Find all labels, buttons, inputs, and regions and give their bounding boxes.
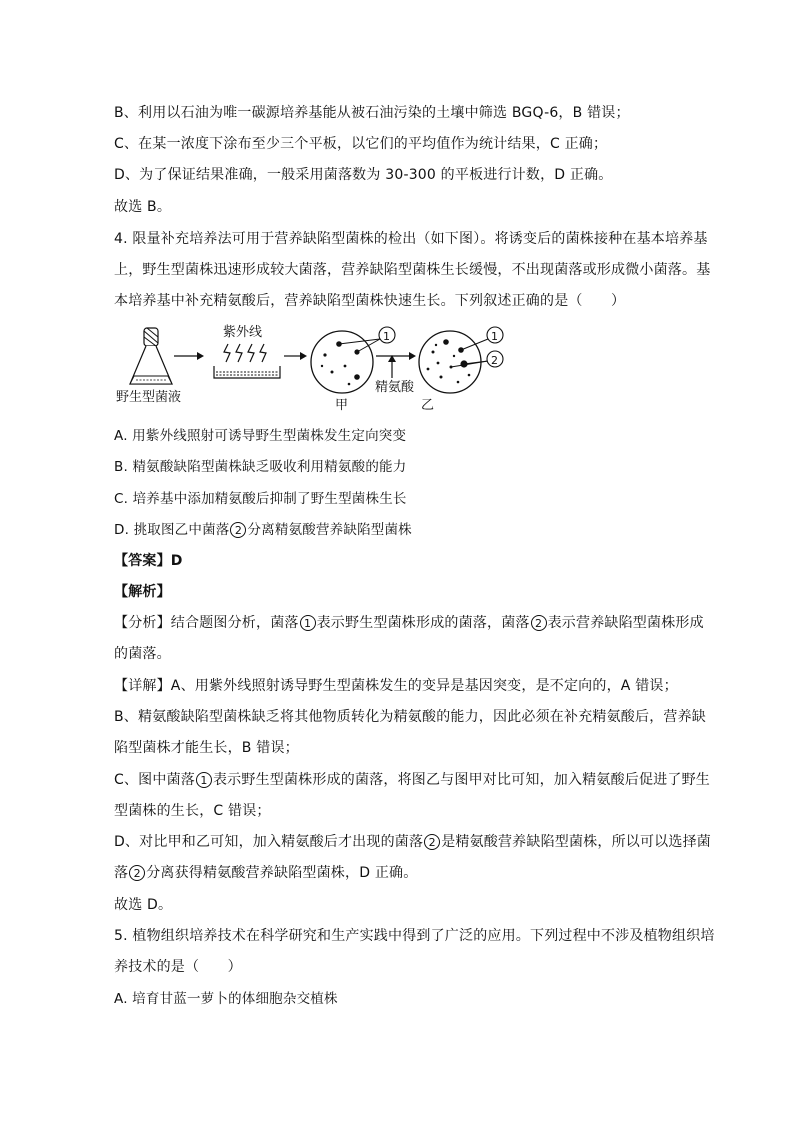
option-a: A. 用紫外线照射可诱导野生型菌株发生定向突变 xyxy=(114,428,407,444)
option-d-text-b: 分离精氨酸营养缺陷型菌株 xyxy=(247,522,412,538)
analysis-text-b: 表示野生型菌株形成的菌落，菌落 xyxy=(316,615,530,631)
option-b-explanation: B、利用以石油为唯一碳源培养基能从被石油污染的土壤中筛选 BGQ-6，B 错误； xyxy=(114,105,630,121)
flask xyxy=(130,328,172,384)
question-5-stem-line1: 5. 植物组织培养技术在科学研究和生产实践中得到了广泛的应用。下列过程中不涉及植物组织培 xyxy=(114,928,715,944)
analysis-text-a: 【分析】结合题图分析，菌落 xyxy=(114,615,299,631)
arrow-3 xyxy=(376,352,416,378)
dish-yi xyxy=(419,327,503,393)
detail-text-d: 是精氨酸营养缺陷型菌株，所以可以选择菌 xyxy=(441,834,711,850)
answer: 【答案】D xyxy=(114,553,183,569)
detail-line3: 陷型菌株才能生长，B 错误； xyxy=(114,740,299,756)
dish-yi-label: 乙 xyxy=(421,398,435,413)
detail-text-f: 分离获得精氨酸营养缺陷型菌株，D 正确。 xyxy=(146,865,418,881)
detail-line5: 型菌株的生长，C 错误； xyxy=(114,803,271,819)
detail-conclusion: 故选 D。 xyxy=(114,897,173,913)
question-5-option-a: A. 培育甘蓝一萝卜的体细胞杂交植株 xyxy=(114,991,338,1007)
mark-1-yi: 1 xyxy=(491,330,498,343)
dish-jia-label: 甲 xyxy=(335,398,349,413)
question-5-stem-line2: 养技术的是（ ） xyxy=(114,959,242,975)
colony-2-marker: 2 xyxy=(230,522,246,538)
arrow-2 xyxy=(284,352,307,360)
uv-label: 紫外线 xyxy=(223,325,263,340)
option-d-text-a: D. 挑取图乙中菌落 xyxy=(114,522,230,538)
detail-text-e: 落 xyxy=(114,865,129,881)
arginine-label: 精氨酸 xyxy=(375,380,415,395)
experiment-diagram xyxy=(110,322,530,412)
detail-line2: B、精氨酸缺陷型菌株缺乏将其他物质转化为精氨酸的能力，因此必须在补充精氨酸后，营养缺 xyxy=(114,709,707,725)
analysis-line1 xyxy=(114,614,704,632)
option-d xyxy=(114,521,412,539)
question-4-stem-line1: 4. 限量补充培养法可用于营养缺陷型菌株的检出（如下图）。将诱变后的菌株接种在基本培养基 xyxy=(114,231,708,247)
detail-text-c: D、对比甲和乙可知，加入精氨酸后才出现的菌落 xyxy=(114,834,424,850)
option-b: B. 精氨酸缺陷型菌株缺乏吸收利用精氨酸的能力 xyxy=(114,459,407,475)
detail-line6 xyxy=(114,833,711,851)
colony-2-marker: 2 xyxy=(424,834,440,850)
colony-1-marker: 1 xyxy=(196,772,212,788)
question-4-stem-line2: 上，野生型菌株迅速形成较大菌落，营养缺陷型菌株生长缓慢，不出现菌落或形成微小菌落。基 xyxy=(114,262,711,278)
culture-plate xyxy=(214,366,280,378)
experiment-figure xyxy=(110,322,530,412)
colony-1-marker: 1 xyxy=(300,615,316,631)
option-c-explanation: C、在某一浓度下涂布至少三个平板，以它们的平均值作为统计结果，C 正确； xyxy=(114,136,608,152)
choice-conclusion: 故选 B。 xyxy=(114,199,172,215)
detail-line1: 【详解】A、用紫外线照射诱导野生型菌株发生的变异是基因突变，是不定向的，A 错误； xyxy=(114,678,678,694)
analysis-text-c: 表示营养缺陷型菌株形成 xyxy=(547,615,704,631)
mark-1-jia: 1 xyxy=(383,330,390,343)
analysis-line2: 的菌落。 xyxy=(114,646,171,662)
detail-line4 xyxy=(114,771,710,789)
colony-2-marker: 2 xyxy=(531,615,547,631)
detail-text-b: 表示野生型菌株形成的菌落，将图乙与图甲对比可知，加入精氨酸后促进了野生 xyxy=(212,772,710,788)
question-4-stem-line3: 本培养基中补充精氨酸后，营养缺陷型菌株快速生长。下列叙述正确的是（ ） xyxy=(114,293,626,309)
arrow-1 xyxy=(174,352,204,360)
option-c: C. 培养基中添加精氨酸后抑制了野生型菌株生长 xyxy=(114,491,407,507)
detail-line7 xyxy=(114,864,417,882)
uv-rays-icon xyxy=(224,344,266,362)
analysis-heading: 【解析】 xyxy=(114,584,171,600)
detail-text-a: C、图中菌落 xyxy=(114,772,195,788)
colony-2-marker: 2 xyxy=(129,865,145,881)
mark-2-yi: 2 xyxy=(491,354,498,367)
flask-label: 野生型菌液 xyxy=(116,390,182,405)
option-d-explanation: D、为了保证结果准确，一般采用菌落数为 30-300 的平板进行计数，D 正确。 xyxy=(114,167,613,183)
